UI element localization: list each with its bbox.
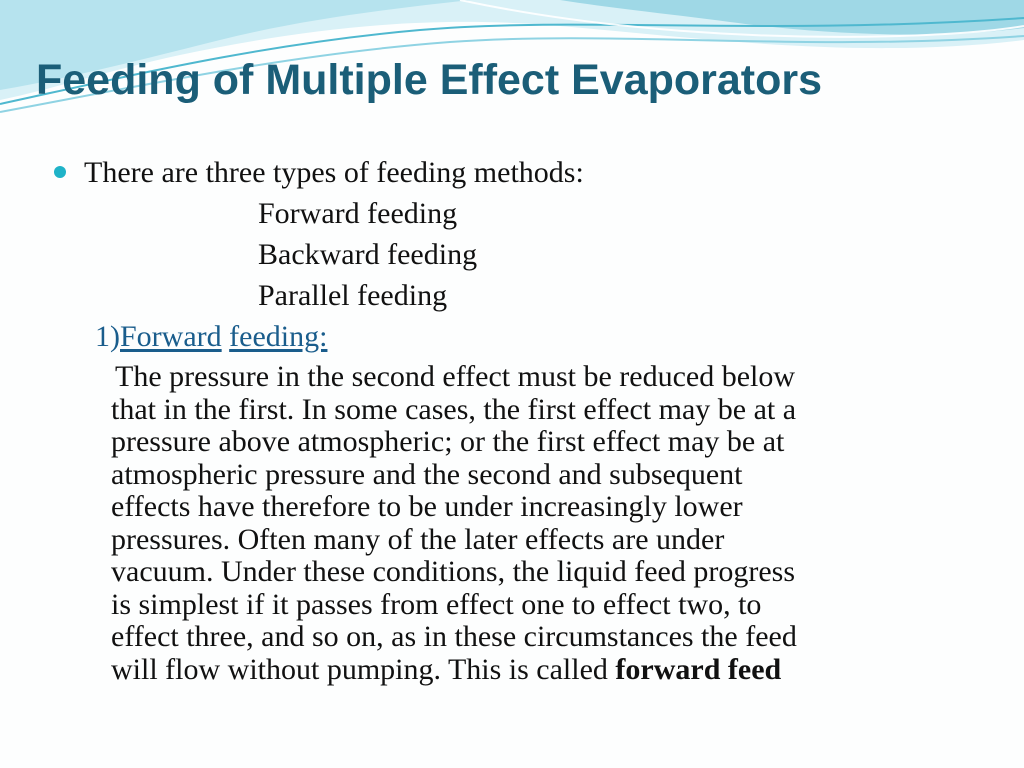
method-item-parallel: Parallel feeding <box>258 279 448 312</box>
method-item-forward: Forward feeding <box>258 197 458 230</box>
paragraph-line: The pressure in the second effect must be reduced below <box>115 360 796 393</box>
paragraph-line: pressure above atmospheric; or the first effect may be at <box>111 425 785 458</box>
paragraph-line: effects have therefore to be under increasingly lower <box>111 490 743 523</box>
slide-title: Feeding of Multiple Effect Evaporators <box>36 56 823 104</box>
forward-feed-term: forward feed <box>615 652 782 686</box>
forward-feed-paragraph <box>111 361 961 686</box>
bullet-dot-icon <box>54 166 66 178</box>
section-heading <box>95 317 327 357</box>
method-item-backward: Backward feeding <box>258 238 478 271</box>
paragraph-line: atmospheric pressure and the second and subsequent <box>111 457 743 491</box>
paragraph-last-line <box>111 654 961 687</box>
forward-link[interactable]: Forward <box>120 320 222 353</box>
feeding-link[interactable]: feeding: <box>229 320 328 353</box>
paragraph-line: pressures. Often many of the later effects are under <box>111 522 725 556</box>
feeding-methods-list <box>258 193 477 316</box>
paragraph-line: effect three, and so on, as in these circumstances the feed <box>111 620 797 653</box>
paragraph-line: vacuum. Under these conditions, the liquid feed progress <box>111 555 795 588</box>
paragraph-line: is simplest if it passes from effect one to effect two, to <box>111 587 762 621</box>
section-number: 1) <box>95 320 120 353</box>
intro-text: There are three types of feeding methods: <box>84 156 584 189</box>
paragraph-line: that in the first. In some cases, the first effect may be at a <box>111 392 797 426</box>
paragraph-last-line-text: will flow without pumping. This is called <box>111 652 616 686</box>
